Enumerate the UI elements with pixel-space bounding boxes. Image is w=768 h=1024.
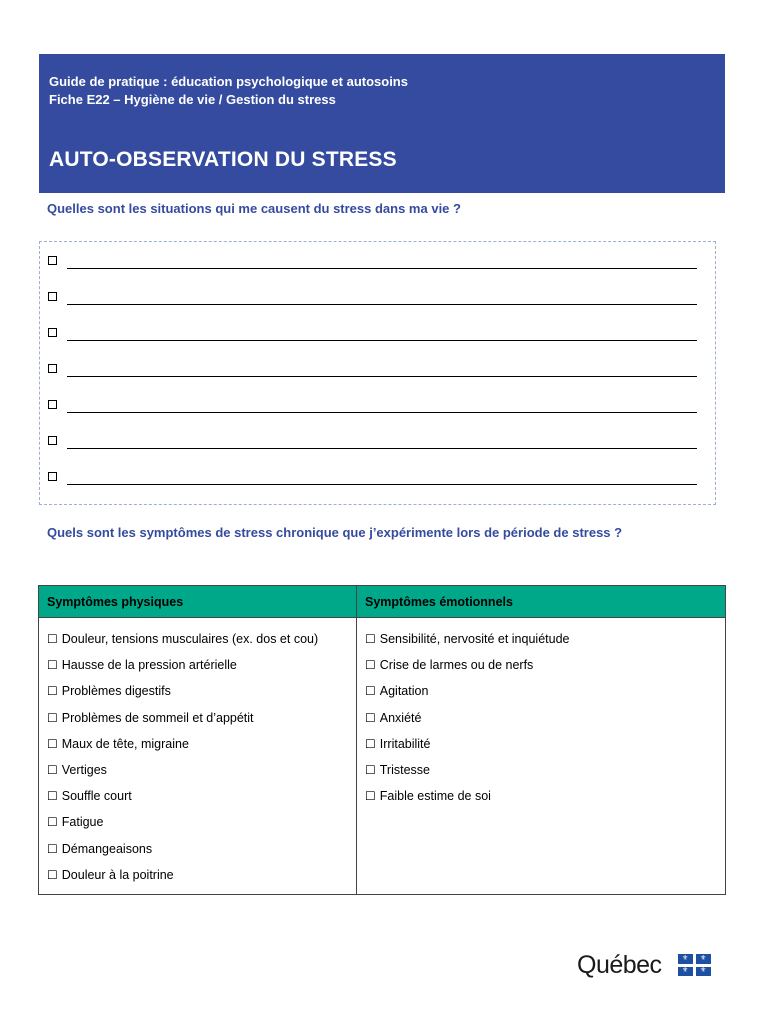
- checkbox-icon[interactable]: ☐: [365, 684, 376, 699]
- symptom-label: Douleur, tensions musculaires (ex. dos et cou): [61, 632, 319, 646]
- checkbox-icon[interactable]: ☐: [47, 632, 58, 646]
- physical-symptom-item[interactable]: [47, 731, 348, 757]
- header-emotional: Symptômes émotionnels: [357, 586, 726, 618]
- fleur-de-lis-icon: ⚜: [700, 966, 707, 974]
- write-line[interactable]: [67, 484, 697, 485]
- situations-box: [39, 241, 716, 505]
- symptom-label: Crise de larmes ou de nerfs: [379, 658, 534, 673]
- checkbox-icon[interactable]: [48, 292, 57, 301]
- checkbox-icon[interactable]: ☐: [47, 815, 58, 830]
- situation-line-1[interactable]: [47, 250, 697, 270]
- write-line[interactable]: [67, 340, 697, 341]
- write-line[interactable]: [67, 304, 697, 305]
- write-line[interactable]: [67, 412, 697, 413]
- physical-symptom-item[interactable]: [47, 652, 348, 678]
- situation-line-6[interactable]: [47, 430, 697, 450]
- symptom-label: Vertiges: [61, 763, 107, 778]
- symptom-label: Tristesse: [379, 763, 431, 778]
- quebec-wordmark: Québec: [577, 951, 662, 979]
- checkbox-icon[interactable]: ☐: [47, 736, 58, 751]
- checkbox-icon[interactable]: ☐: [47, 684, 58, 699]
- physical-symptoms-list: [39, 618, 357, 895]
- fleur-de-lis-icon: ⚜: [700, 954, 707, 962]
- physical-symptom-item[interactable]: [47, 783, 348, 809]
- sheet-line: Fiche E22 – Hygiène de vie / Gestion du stress: [49, 92, 336, 107]
- write-line[interactable]: [67, 448, 697, 449]
- question-symptoms: Quels sont les symptômes de stress chronique que j’expérimente lors de période de stress ?: [47, 525, 623, 540]
- page-title: AUTO-OBSERVATION DU STRESS: [49, 148, 397, 171]
- physical-symptom-item[interactable]: [47, 809, 348, 835]
- situation-line-2[interactable]: [47, 286, 697, 306]
- checkbox-icon[interactable]: ☐: [47, 789, 58, 804]
- physical-symptom-item[interactable]: [47, 862, 348, 888]
- emotional-symptom-item[interactable]: [365, 678, 717, 704]
- symptom-label: Agitation: [379, 684, 429, 699]
- emotional-symptom-item[interactable]: [365, 705, 717, 731]
- write-line[interactable]: [67, 376, 697, 377]
- checkbox-icon[interactable]: ☐: [47, 841, 58, 856]
- situation-line-5[interactable]: [47, 394, 697, 414]
- symptom-label: Problèmes de sommeil et d’appétit: [61, 710, 254, 725]
- quebec-flag-icon: [678, 954, 711, 976]
- symptom-label: Faible estime de soi: [379, 789, 491, 804]
- emotional-symptom-item[interactable]: [365, 783, 717, 809]
- symptom-label: Irritabilité: [379, 736, 431, 751]
- header-subtitle: [49, 73, 408, 109]
- checkbox-icon[interactable]: ☐: [365, 736, 376, 751]
- checkbox-icon[interactable]: ☐: [365, 710, 376, 725]
- symptom-label: Hausse de la pression artérielle: [61, 658, 237, 673]
- header-physical: Symptômes physiques: [39, 586, 357, 618]
- symptoms-table: [38, 585, 726, 895]
- symptom-label: Sensibilité, nervosité et inquiétude: [379, 632, 570, 646]
- guide-line: Guide de pratique : éducation psychologique et autosoins: [49, 74, 408, 89]
- checkbox-icon[interactable]: ☐: [365, 763, 376, 778]
- checkbox-icon[interactable]: [48, 328, 57, 337]
- checkbox-icon[interactable]: [48, 256, 57, 265]
- situation-line-3[interactable]: [47, 322, 697, 342]
- symptom-label: Souffle court: [61, 789, 132, 804]
- checkbox-icon[interactable]: ☐: [365, 789, 376, 804]
- physical-symptom-item[interactable]: [47, 757, 348, 783]
- physical-symptom-item[interactable]: [47, 626, 348, 652]
- symptom-label: Douleur à la poitrine: [61, 867, 174, 882]
- symptom-label: Problèmes digestifs: [61, 684, 171, 699]
- checkbox-icon[interactable]: [48, 400, 57, 409]
- emotional-symptom-item[interactable]: [365, 757, 717, 783]
- symptom-label: Fatigue: [61, 815, 104, 830]
- checkbox-icon[interactable]: ☐: [47, 658, 58, 673]
- fleur-de-lis-icon: ⚜: [682, 966, 689, 974]
- checkbox-icon[interactable]: ☐: [365, 658, 376, 673]
- symptom-label: Maux de tête, migraine: [61, 736, 189, 751]
- checkbox-icon[interactable]: [48, 472, 57, 481]
- checkbox-icon[interactable]: ☐: [47, 867, 58, 882]
- emotional-symptoms-list: [357, 618, 726, 895]
- physical-symptom-item[interactable]: [47, 678, 348, 704]
- checkbox-icon[interactable]: ☐: [47, 763, 58, 778]
- checkbox-icon[interactable]: [48, 364, 57, 373]
- physical-symptom-item[interactable]: [47, 836, 348, 862]
- checkbox-icon[interactable]: [48, 436, 57, 445]
- physical-symptom-item[interactable]: [47, 705, 348, 731]
- emotional-symptom-item[interactable]: [365, 626, 717, 652]
- header-banner: [39, 54, 725, 193]
- checkbox-icon[interactable]: ☐: [47, 710, 58, 725]
- symptom-label: Démangeaisons: [61, 841, 153, 856]
- situation-line-4[interactable]: [47, 358, 697, 378]
- situation-line-7[interactable]: [47, 466, 697, 486]
- write-line[interactable]: [67, 268, 697, 269]
- emotional-symptom-item[interactable]: [365, 731, 717, 757]
- emotional-symptom-item[interactable]: [365, 652, 717, 678]
- symptom-label: Anxiété: [379, 710, 422, 725]
- fleur-de-lis-icon: ⚜: [682, 954, 689, 962]
- checkbox-icon[interactable]: ☐: [365, 632, 376, 646]
- question-situations: Quelles sont les situations qui me causent du stress dans ma vie ?: [47, 201, 461, 216]
